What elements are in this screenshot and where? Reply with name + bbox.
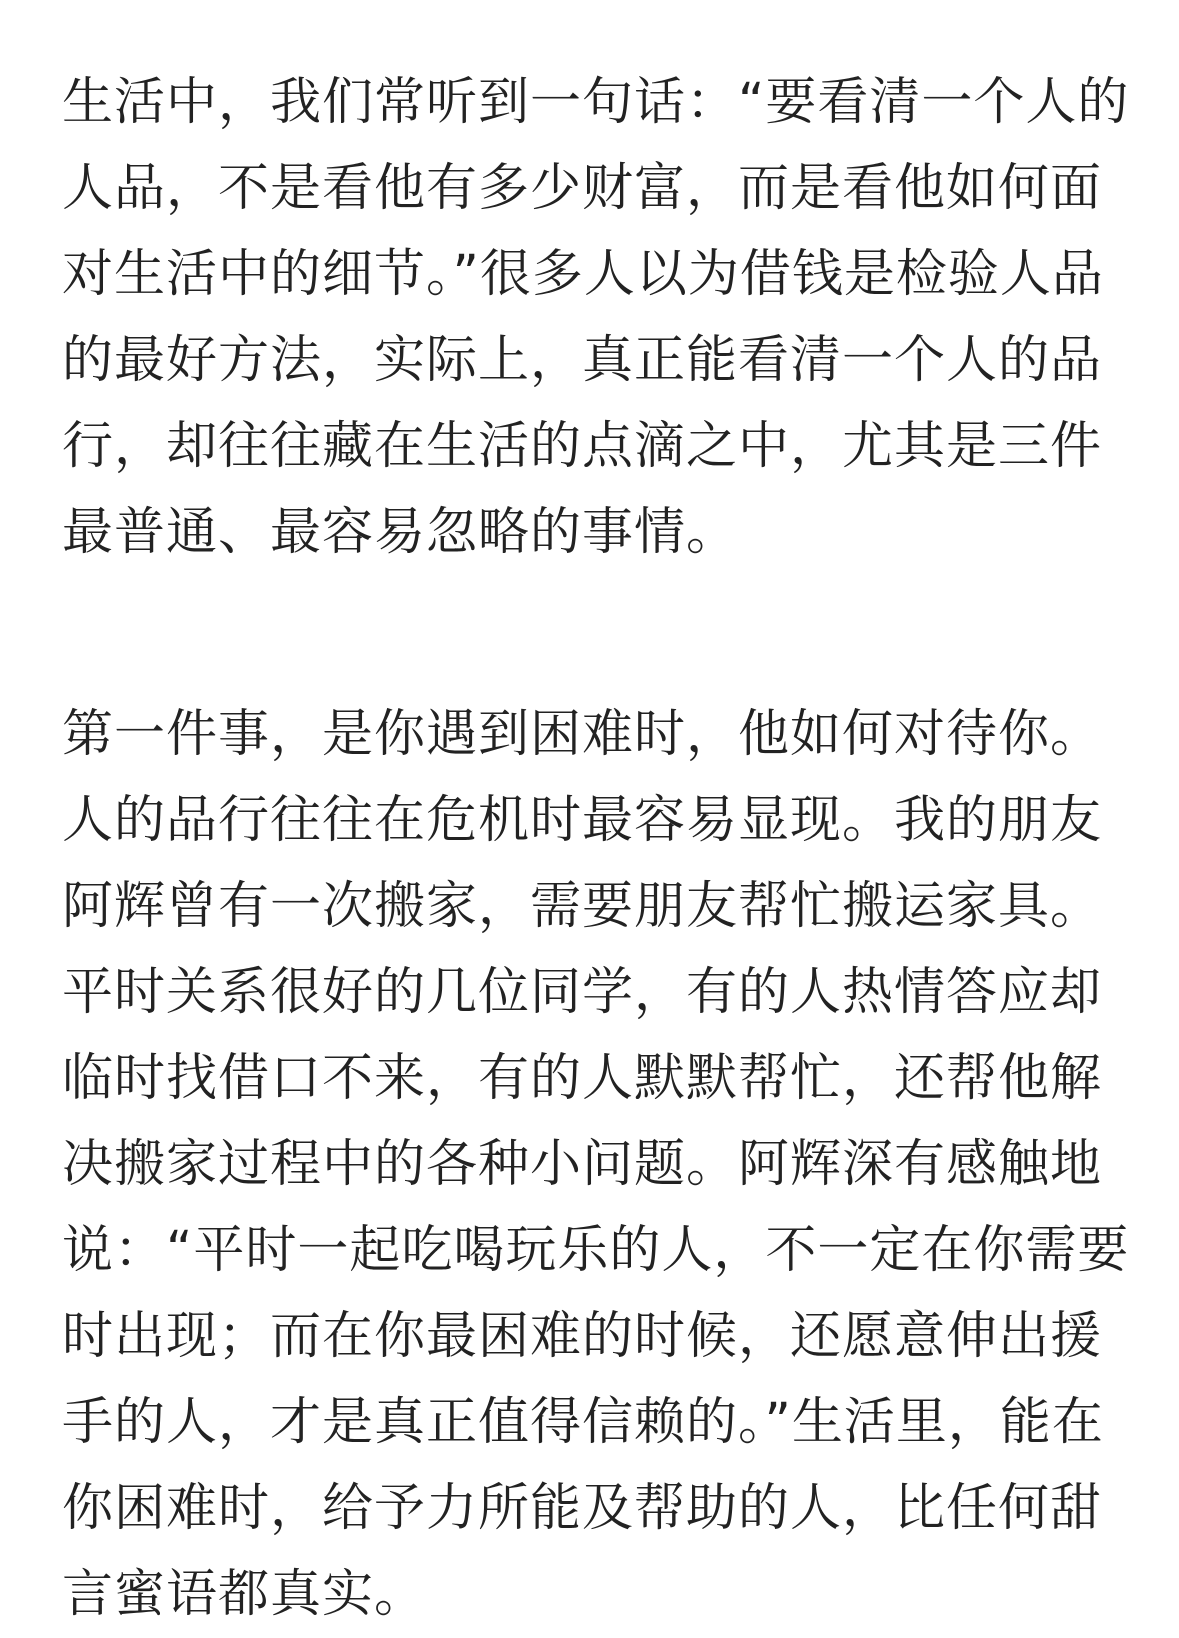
text-line: 你困难时，给予力所能及帮助的人，比任何甜 <box>62 1479 1103 1538</box>
article-body <box>62 60 1130 1638</box>
text-line: 时出现；而在你最困难的时候，还愿意伸出援 <box>62 1307 1103 1366</box>
text-line: 对生活中的细节。”很多人以为借钱是检验人品 <box>62 245 1104 304</box>
text-line: 人品，不是看他有多少财富，而是看他如何面 <box>62 159 1103 218</box>
text-line: 最普通、最容易忽略的事情。 <box>62 503 739 562</box>
text-line: 决搬家过程中的各种小问题。阿辉深有感触地 <box>62 1135 1103 1194</box>
text-line: 的最好方法，实际上，真正能看清一个人的品 <box>62 331 1103 390</box>
text-line: 人的品行往往在危机时最容易显现。我的朋友 <box>62 791 1103 850</box>
text-line: 生活中，我们常听到一句话：“要看清一个人的 <box>62 73 1130 132</box>
paragraph-first-thing <box>62 692 1130 1638</box>
text-line: 阿辉曾有一次搬家，需要朋友帮忙搬运家具。 <box>62 877 1103 936</box>
text-line: 行，却往往藏在生活的点滴之中，尤其是三件 <box>62 417 1103 476</box>
text-line: 言蜜语都真实。 <box>62 1565 427 1624</box>
text-line: 平时关系很好的几位同学，有的人热情答应却 <box>62 963 1103 1022</box>
paragraph-intro <box>62 60 1130 576</box>
text-line: 说：“平时一起吃喝玩乐的人，不一定在你需要 <box>62 1221 1130 1280</box>
paragraph-spacer <box>62 576 1122 692</box>
text-line: 第一件事，是你遇到困难时，他如何对待你。 <box>62 705 1103 764</box>
text-line: 手的人，才是真正值得信赖的。”生活里，能在 <box>62 1393 1104 1452</box>
text-line: 临时找借口不来，有的人默默帮忙，还帮他解 <box>62 1049 1103 1108</box>
